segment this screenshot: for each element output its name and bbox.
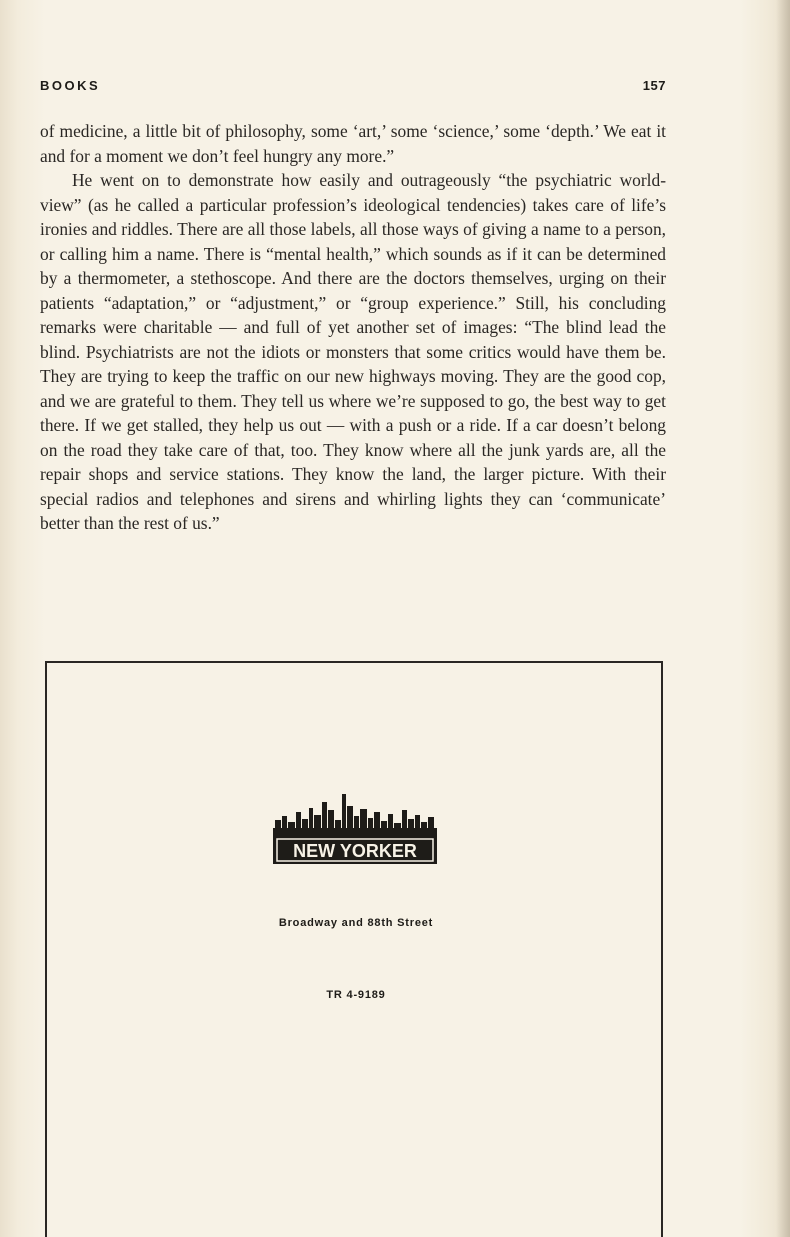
running-head [40, 78, 666, 98]
advertisement-content [47, 663, 665, 1237]
page-edge-shadow [776, 0, 790, 1237]
skyline-silhouette [273, 794, 437, 838]
body-text [40, 119, 666, 536]
paragraph: He went on to demonstrate how easily and outrageously “the psychiatric world-view” (as he called a particular profession’s ideological tendencies) takes care of life’s ironies and riddles. There are all those labels, all those ways of giving a name to a person, or calling him a name. There is “mental health,” which sounds as if it can be determined by a thermometer, a stethoscope. And there are the doctors themselves, urging on their patients “adaptation,” or “adjustment,” or “group experience.” Still, his concluding remarks were charitable — and full of yet another set of images: “The blind lead the blind. Psychiatrists are not the idiots or monsters that some critics would have them be. They are trying to keep the traffic on our new highways moving. They are the good cop, and we are grateful to them. They tell us where we’re supposed to go, the best way to get there. If we get stalled, they help us out — with a push or a ride. If a car doesn’t belong on the road they take care of that, too. They know where all the junk yards are, all the repair shops and service stations. They know the land, the larger picture. With their special radios and telephones and sirens and whirling lights they can ‘communicate’ better than the rest of us.” [40, 170, 666, 533]
advertisement-box [45, 661, 663, 1237]
logo-text: NEW YORKER [293, 841, 417, 861]
new-yorker-skyline-logo [271, 790, 439, 866]
page-number: 157 [642, 78, 666, 93]
paragraph-continued: of medicine, a little bit of philosophy, some ‘art,’ some ‘science,’ some ‘depth.’ We eat it and for a moment we don’t feel hungry any more.” [40, 121, 666, 166]
section-title: BOOKS [40, 78, 101, 93]
ad-address: Broadway and 88th Street [278, 917, 434, 929]
ad-phone-number: TR 4-9189 [326, 989, 386, 1001]
